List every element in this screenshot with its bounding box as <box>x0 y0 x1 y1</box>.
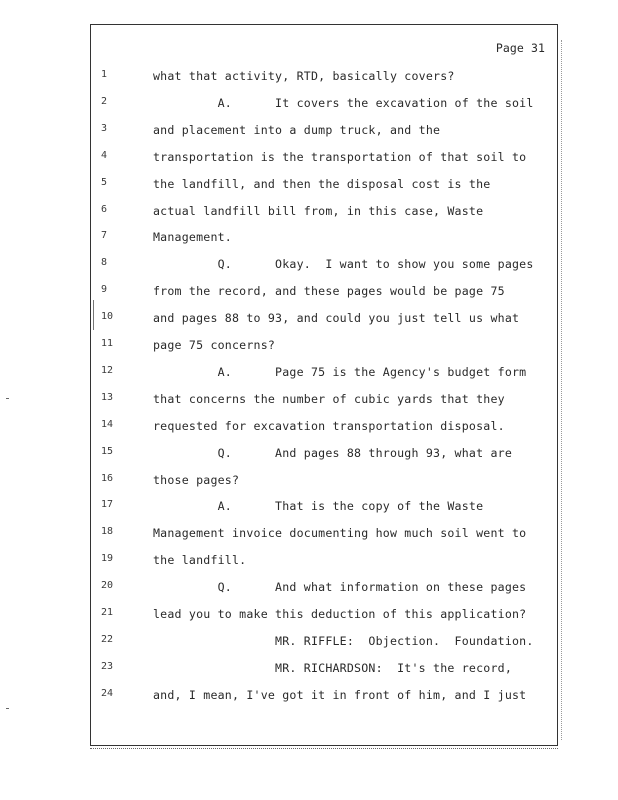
line-number: 5 <box>101 176 108 188</box>
transcript-line <box>91 150 557 166</box>
transcript-line <box>91 365 557 381</box>
line-number: 12 <box>101 364 114 376</box>
line-text: and placement into a dump truck, and the <box>153 122 441 137</box>
line-number: 11 <box>101 338 114 349</box>
transcript-line <box>91 688 557 704</box>
margin-mark <box>6 398 9 399</box>
line-text: lead you to make this deduction of this application? <box>153 607 527 621</box>
line-text: Q. Okay. I want to show you some pages <box>153 257 534 272</box>
line-number: 17 <box>101 499 114 511</box>
line-text: those pages? <box>153 472 240 487</box>
line-text: transportation is the transportation of that soil to <box>153 149 527 164</box>
transcript-line <box>91 526 557 542</box>
line-text: A. Page 75 is the Agency's budget form <box>153 364 527 379</box>
margin-mark <box>6 708 9 709</box>
transcript-line <box>91 230 557 246</box>
line-number: 22 <box>101 633 114 645</box>
transcript-line <box>91 580 557 596</box>
transcript-line <box>91 661 557 677</box>
line-text: the landfill. <box>153 553 247 568</box>
transcript-line <box>91 392 557 408</box>
line-number: 10 <box>101 311 114 323</box>
transcript-line <box>91 123 557 139</box>
line-number: 13 <box>101 391 114 403</box>
line-text: MR. RIFFLE: Objection. Foundation. <box>153 633 534 648</box>
line-text: requested for excavation transportation disposal. <box>153 418 505 433</box>
transcript-line <box>91 607 557 623</box>
line-text: A. That is the copy of the Waste <box>153 499 484 514</box>
transcript-line <box>91 499 557 515</box>
line-number: 3 <box>101 122 108 134</box>
line-text: and pages 88 to 93, and could you just tell us what <box>153 311 520 326</box>
transcript-line <box>91 284 557 300</box>
line-text: from the record, and these pages would be page 75 <box>153 284 505 299</box>
line-text: the landfill, and then the disposal cost is the <box>153 176 491 191</box>
line-text: Management invoice documenting how much soil went to <box>153 526 527 541</box>
line-number: 20 <box>101 580 114 592</box>
right-edge-specks <box>561 40 563 740</box>
line-text: actual landfill bill from, in this case, Waste <box>153 203 484 218</box>
line-text: and, I mean, I've got it in front of him, and I just <box>153 687 527 702</box>
line-number: 21 <box>101 607 114 618</box>
transcript-line <box>91 338 557 354</box>
transcript-line <box>91 634 557 650</box>
line-number: 16 <box>101 472 114 484</box>
line-text: that concerns the number of cubic yards that they <box>153 391 505 406</box>
transcript-line <box>91 96 557 112</box>
line-number: 19 <box>101 553 114 565</box>
line-number: 4 <box>101 149 108 161</box>
page-number: Page 31 <box>495 41 545 55</box>
line-number: 14 <box>101 418 114 430</box>
line-number: 6 <box>101 203 108 215</box>
transcript-line <box>91 177 557 193</box>
line-text: Management. <box>153 230 232 245</box>
transcript-line <box>91 446 557 462</box>
transcript-page <box>90 24 558 746</box>
line-number: 1 <box>101 69 108 80</box>
transcript-line <box>91 311 557 327</box>
transcript-line <box>91 473 557 489</box>
transcript-line <box>91 419 557 435</box>
line-number: 23 <box>101 660 114 672</box>
line-text: A. It covers the excavation of the soil <box>153 95 534 110</box>
line-text: page 75 concerns? <box>153 338 276 352</box>
line-number: 9 <box>101 284 108 296</box>
line-number: 18 <box>101 526 114 538</box>
line-text: MR. RICHARDSON: It's the record, <box>153 660 513 675</box>
transcript-line <box>91 204 557 220</box>
transcript-line <box>91 257 557 273</box>
line-number: 7 <box>101 230 108 242</box>
transcript-line <box>91 553 557 569</box>
line-text: Q. And pages 88 through 93, what are <box>153 445 513 460</box>
line-text: what that activity, RTD, basically covers? <box>153 69 455 83</box>
left-margin-rule <box>93 300 94 330</box>
transcript-line <box>91 69 557 85</box>
line-number: 8 <box>101 257 108 269</box>
line-text: Q. And what information on these pages <box>153 580 527 595</box>
line-number: 24 <box>101 687 114 699</box>
line-number: 15 <box>101 445 114 457</box>
line-number: 2 <box>101 95 108 107</box>
